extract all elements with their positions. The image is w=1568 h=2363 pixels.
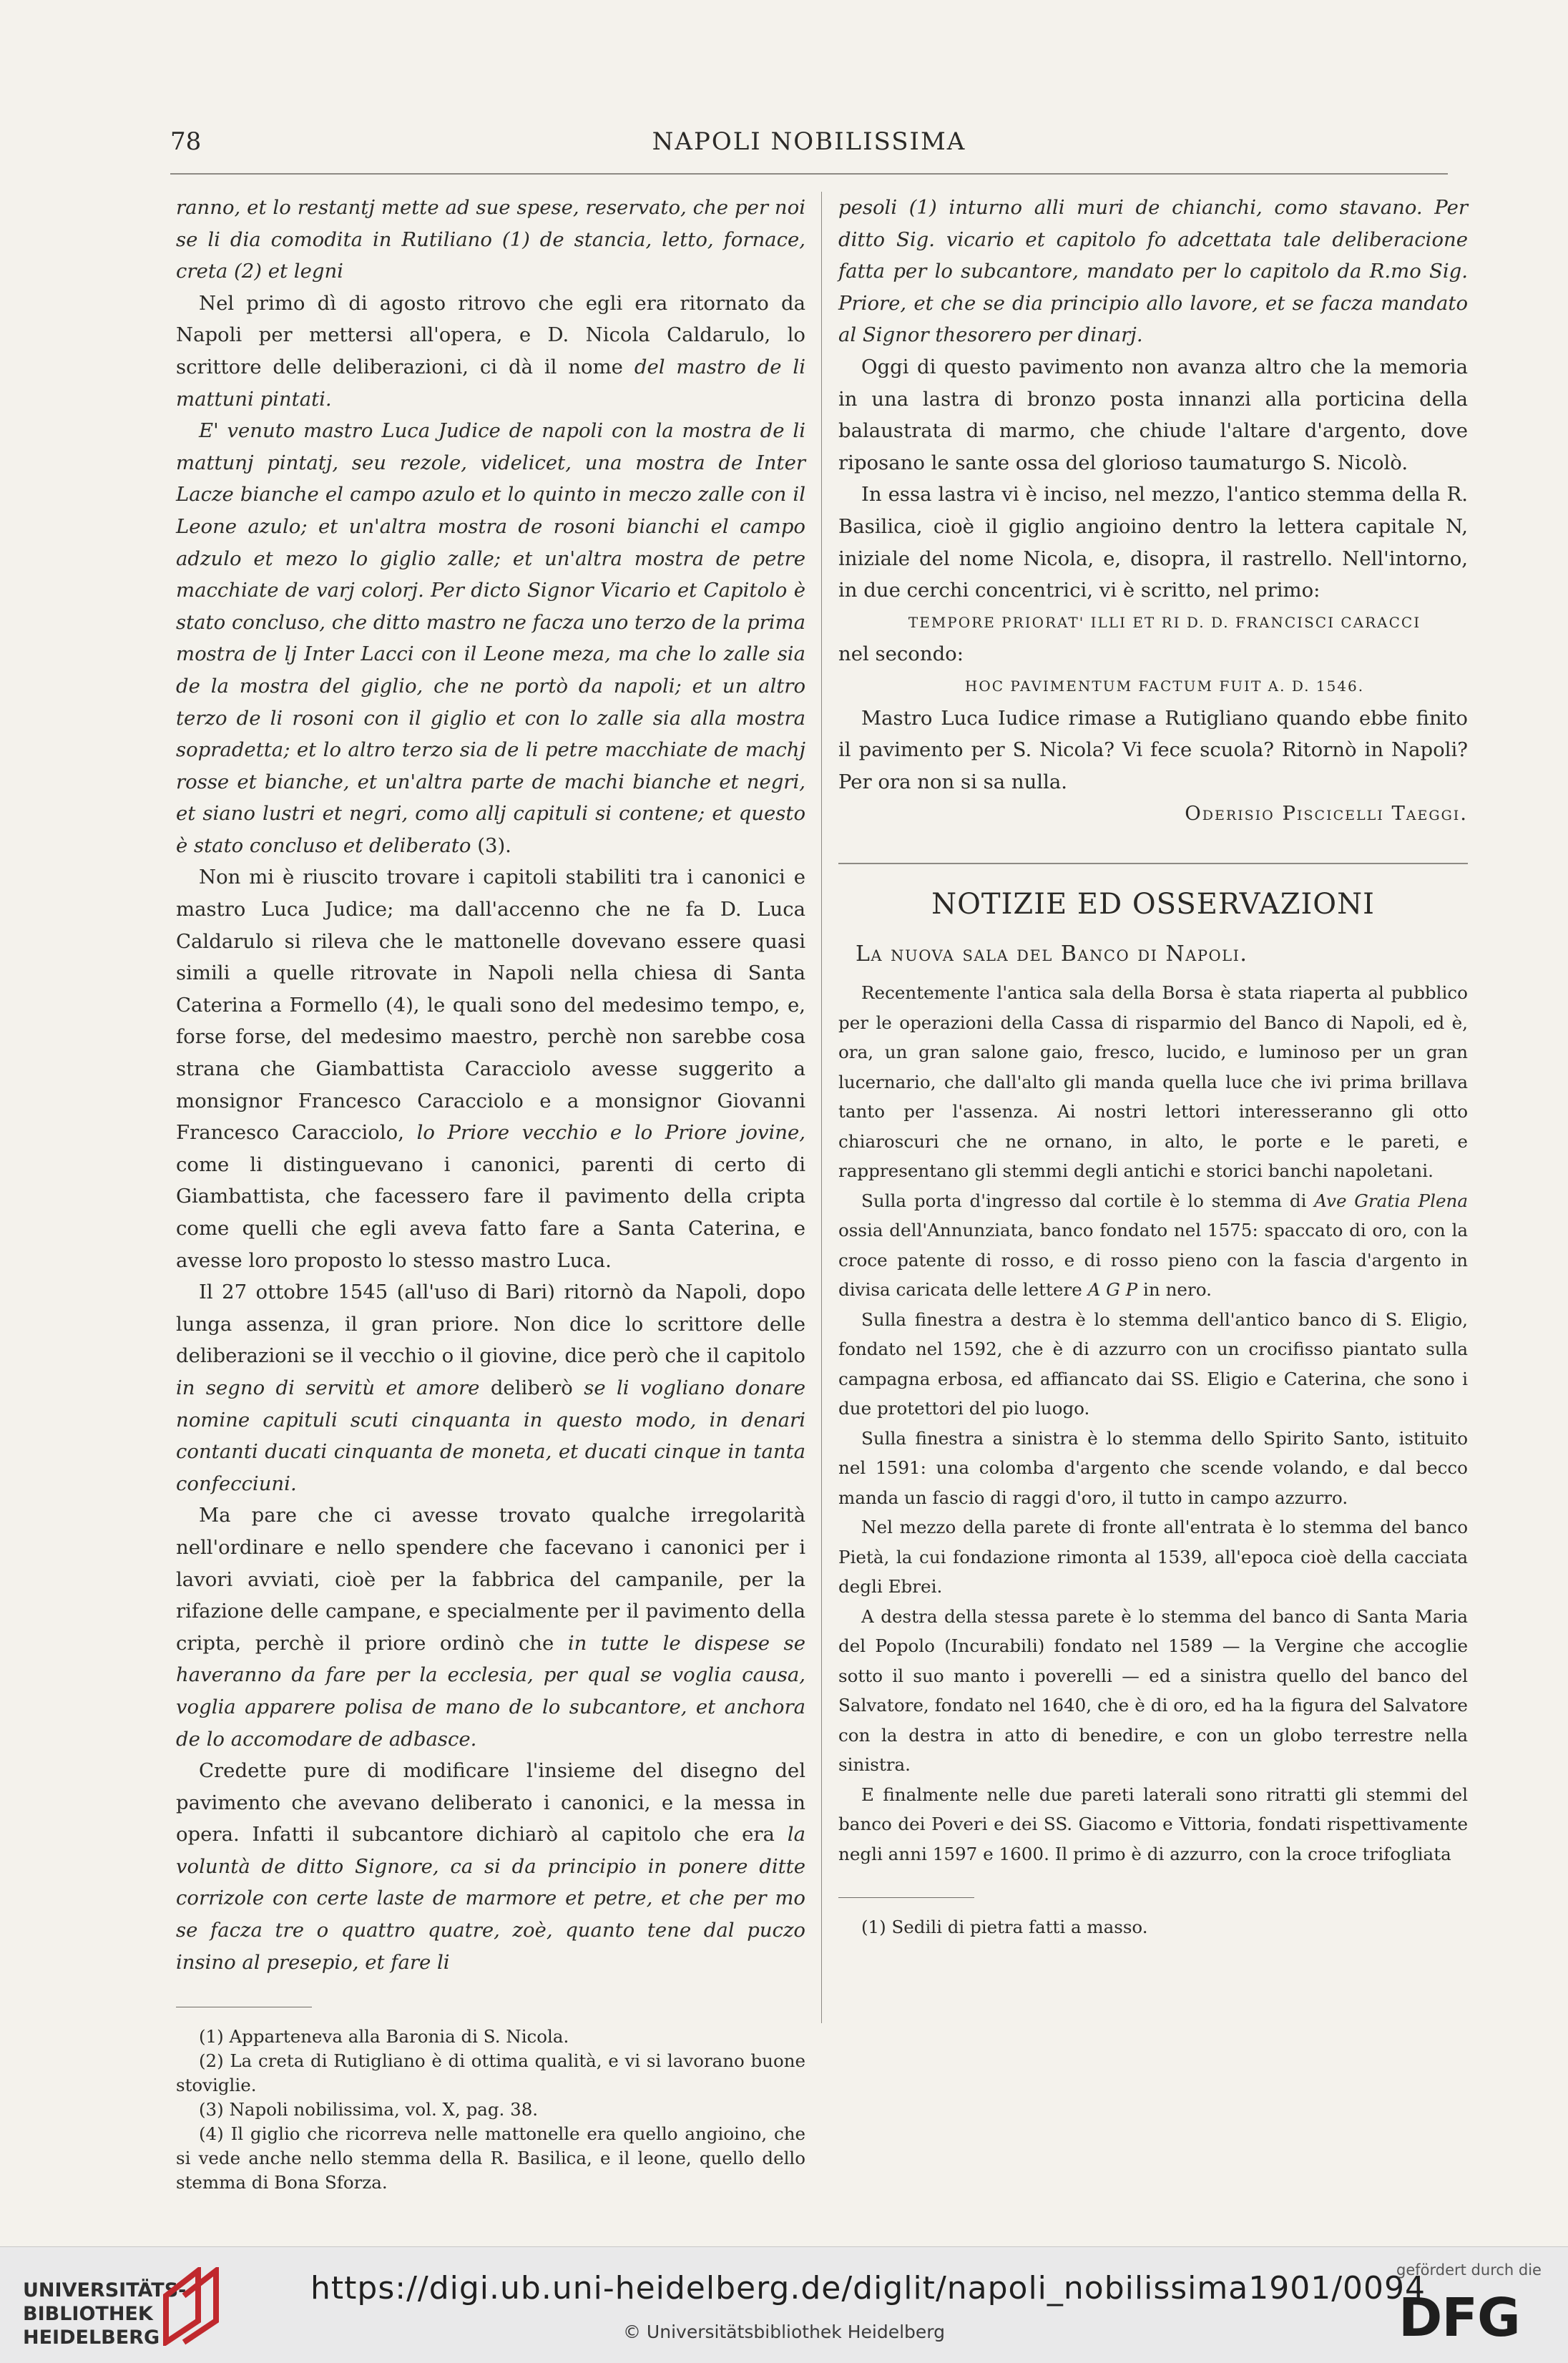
viewer-footer bbox=[0, 2246, 1568, 2363]
paragraph: Ma pare che ci avesse trovato qualche irregolarità nell'ordinare e nello spendere che facevano i canonici per i lavori avviati, cioè per la fabbrica del campanile, per la rifazione delle campane, e specialmente per il pavimento della cripta, perchè il priore ordinò che in tutte le dispese se haveranno da fare per la ecclesia, per qual se voglia causa, voglia apparere polisa de mano de lo subcantore, et anchora de lo accomodare de adbasce. bbox=[176, 1504, 805, 1751]
running-title: NAPOLI NOBILISSIMA bbox=[652, 127, 966, 156]
footnote: (4) Il giglio che ricorreva nelle mattonelle era quello angioino, che si vede anche nello stemma della R. Basilica, e il leone, quello dello stemma di Bona Sforza. bbox=[176, 2123, 805, 2193]
paragraph: ranno, et lo restantj mette ad sue spese, reservato, che per noi se li dia comodita in Rutiliano (1) de stancia, letto, fornace, creta (2) et legni bbox=[176, 196, 805, 283]
footnote: (2) La creta di Rutigliano è di ottima qualità, e vi si lavorano buone stoviglie. bbox=[176, 2050, 805, 2096]
article-body bbox=[838, 978, 1468, 1869]
paragraph: pesoli (1) inturno alli muri de chianchi, como stavano. Per ditto Sig. vicario et capitolo fo adcettata tale deliberacione fatta per lo subcantore, mandato per lo capitolo da R.mo Sig. Priore, et che se dia principio allo lavore, et se facza mandato al Signor thesorero per dinarj. bbox=[838, 196, 1468, 347]
column-divider bbox=[821, 192, 822, 2023]
funded-by-label: gefördert durch die bbox=[1396, 2261, 1542, 2279]
paragraph: Non mi è riuscito trovare i capitoli stabiliti tra i canonici e mastro Luca Judice; ma dall'accenno che ne fa D. Luca Caldarulo si rileva che le mattonelle dovevano essere quasi simili a quelle ritrovate in Napoli nella chiesa di Santa Caterina a Formello (4), le quali sono del medesimo tempo, e, forse forse, del medesimo maestro, perchè non sarebbe cosa strana che Giambattista Caracciolo avesse suggerito a monsignor Francesco Caracciolo e a monsignor Giovanni Francesco Caracciolo, lo Priore vecchio e lo Priore jovine, come li distinguevano i canonici, parenti di certo di Giambattista, che facessero fare il pavimento della cripta come quelli che egli aveva fatto fare a Santa Caterina, e avesse loro proposto lo stesso mastro Luca. bbox=[176, 866, 805, 1272]
page-header bbox=[170, 127, 1448, 175]
inscription: TEMPORE PRIORAT' ILLI ET RI D. D. FRANCISCI CARACCI bbox=[908, 613, 1421, 631]
paragraph: Sulla porta d'ingresso dal cortile è lo stemma di Ave Gratia Plena ossia dell'Annunziata, banco fondato nel 1575: spaccato di oro, con la croce patente di rosso, e di rosso pieno con la fascia d'argento in divisa caricata delle lettere A G P in nero. bbox=[838, 1190, 1469, 1301]
author-signature: Oderisio Piscicelli Taeggi. bbox=[1185, 802, 1468, 826]
paragraph: In essa lastra vi è inciso, nel mezzo, l'antico stemma della R. Basilica, cioè il giglio angioino dentro la lettera capitale N, iniziale del nome Nicola, e, disopra, il rastrello. Nell'intorno, in due cerchi concentrici, vi è scritto, nel primo: bbox=[838, 483, 1468, 602]
paragraph: Recentemente l'antica sala della Borsa è stata riaperta al pubblico per le operazioni della Cassa di risparmio del Banco di Napoli, ed è, ora, un gran salone gaio, fresco, lucido, e luminoso per un gran lucernario, che dall'alto gli manda quella luce che ivi prima brillava tanto per l'assenza. Ai nostri lettori interesseranno gli otto chiaroscuri che ne ornano, in alto, le porte e le pareti, e rappresentano gli stemmi degli antichi e storici banchi napoletani. bbox=[838, 982, 1468, 1182]
paragraph: Mastro Luca Iudice rimase a Rutigliano quando ebbe finito il pavimento per S. Nicola? Vi fece scuola? Ritornò in Napoli? Per ora non si sa nulla. bbox=[838, 706, 1468, 793]
paragraph: Il 27 ottobre 1545 (all'uso di Bari) ritornò da Napoli, dopo lunga assenza, il gran priore. Non dice lo scrittore delle deliberazioni se il vecchio o il giovine, dice però che il capitolo in segno di servitù et amore deliberò se li vogliano donare nomine capituli scuti cinquanta in questo modo, in denari contanti ducati cinquanta de moneta, et ducati cinque in tanta confecciuni. bbox=[176, 1281, 805, 1495]
library-logo-text[interactable]: UNIVERSITÄTS- BIBLIOTHEK HEIDELBERG bbox=[23, 2279, 187, 2349]
dfg-logo[interactable]: DFG bbox=[1398, 2287, 1520, 2349]
paragraph: Nel mezzo della parete di fronte all'entrata è lo stemma del banco Pietà, la cui fondazione rimonta al 1539, all'epoca cioè della cacciata degli Ebrei. bbox=[838, 1517, 1468, 1598]
footnote: (1) Apparteneva alla Baronia di S. Nicola. bbox=[199, 2026, 569, 2048]
paragraph: nel secondo: bbox=[838, 642, 964, 666]
section-title: NOTIZIE ED OSSERVAZIONI bbox=[931, 887, 1375, 921]
left-column bbox=[176, 192, 805, 2195]
paragraph: A destra della stessa parete è lo stemma del banco di Santa Maria del Popolo (Incurabili) fondato nel 1589 — la Vergine che accoglie sotto il suo manto i poverelli — ed a sinistra quello del banco del Salvatore, fondato nel 1640, che è di oro, ed ha la figura del Salvatore con la destra in atto di benedire, e con un globo terrestre nella sinistra. bbox=[838, 1605, 1468, 1776]
inscription: HOC PAVIMENTUM FACTUM FUIT A. D. 1546. bbox=[964, 677, 1365, 695]
permalink-url[interactable]: https://digi.ub.uni-heidelberg.de/diglit/napoli_nobilissima1901/0094 bbox=[310, 2270, 1426, 2306]
article-title: La nuova sala del Banco di Napoli. bbox=[856, 941, 1248, 967]
paragraph: Nel primo dì di agosto ritrovo che egli era ritornato da Napoli per mettersi all'opera, e D. Nicola Caldarulo, lo scrittore delle deliberazioni, ci dà il nome del mastro de li mattuni pintati. bbox=[176, 291, 805, 411]
paragraph: E' venuto mastro Luca Judice de napoli con la mostra de li mattunj pintatj, seu rezole, videlicet, una mostra de Inter Lacze bianche el campo azulo et lo quinto in meczo zalle con il Leone azulo; et un'altra mostra de rosoni bianchi el campo adzulo et mezo lo giglio zalle; et un'altra mostra de petre macchiate de varj colorj. Per dicto Signor Vicario et Capitolo è stato concluso, che ditto mastro ne facza uno terzo de la prima mostra de lj Inter Lacci con il Leone meza, ma che lo zalle sia de la mostra del giglio, che ne portò da napoli; et un altro terzo de li rosoni con il giglio et con lo zalle sia alla mostra sopradetta; et lo altro terzo sia de li petre macchiate de machj rosse et bianche, et un'altra parte de machi bianche et negri, et siano lustri et negri, como allj capituli si contene; et questo è stato concluso et deliberato (3). bbox=[176, 419, 805, 857]
copyright-credit: © Universitätsbibliothek Heidelberg bbox=[622, 2322, 945, 2342]
paragraph: Oggi di questo pavimento non avanza altro che la memoria in una lastra di bronzo posta innanzi alla porticina della balaustrata di marmo, che chiude l'altare d'argento, dove riposano le sante ossa del glorioso taumaturgo S. Nicolò. bbox=[838, 355, 1468, 474]
page-number: 78 bbox=[170, 127, 202, 156]
right-column bbox=[838, 192, 1468, 1939]
paragraph: Sulla finestra a destra è lo stemma dell'antico banco di S. Eligio, fondato nel 1592, che è di azzurro con un crocifisso piantato sulla campagna erbosa, ed affiancato dai SS. Eligio e Caterina, che sono i due protettori del pio luogo. bbox=[838, 1308, 1468, 1419]
section-divider bbox=[838, 863, 1468, 864]
footnote: (3) Napoli nobilissima, vol. X, pag. 38. bbox=[199, 2099, 539, 2120]
footnote-divider bbox=[838, 1897, 974, 1898]
paragraph: E finalmente nelle due pareti laterali sono ritratti gli stemmi del banco dei Poveri e dei SS. Giacomo e Vittoria, fondati rispettivamente negli anni 1597 e 1600. Il primo è di azzurro, con la croce trifogliata bbox=[838, 1784, 1468, 1864]
footnote: (1) Sedili di pietra fatti a masso. bbox=[861, 1917, 1148, 1938]
paragraph: Sulla finestra a sinistra è lo stemma dello Spirito Santo, istituito nel 1591: una colomba d'argento che scende volando, e dal becco manda un fascio di raggi d'oro, il tutto in campo azzurro. bbox=[838, 1427, 1468, 1508]
paragraph: Credette pure di modificare l'insieme del disegno del pavimento che avevano deliberato i canonici, e la messa in opera. Infatti il subcantore dichiarò al capitolo che era la voluntà de ditto Signore, ca si da principio in ponere ditte corrizole con certe laste de marmore et petre, et che per mo se facza tre o quattro quatre, zoè, quanto tene dal puczo insino al presepio, et fare li bbox=[176, 1759, 805, 1974]
